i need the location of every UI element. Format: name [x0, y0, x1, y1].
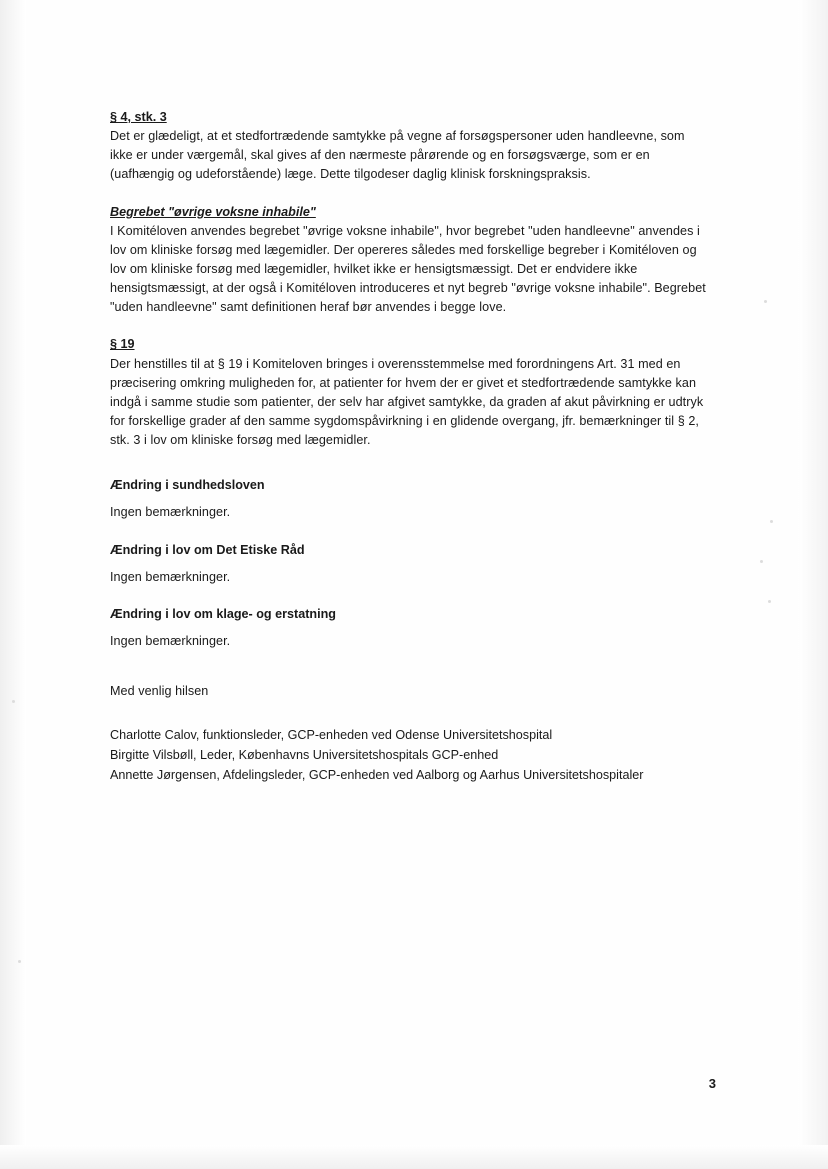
scan-speckle [768, 600, 771, 603]
section-aendring-klage-erstatning [110, 605, 710, 651]
signatory-list [110, 726, 710, 786]
closing-salutation: Med venlig hilsen [110, 684, 209, 699]
section-heading: Ændring i lov om klage- og erstatning [110, 606, 337, 621]
section-paragraph: Det er glædeligt, at et stedfortrædende samtykke på vegne af forsøgspersoner uden handleevne, som ikke er under værgemål, skal gives af den nærmeste pårørende og en forsøgsværge, som er en (uafhængig og udeforstående) læge. Dette tilgodeser daglig klinisk forskningspraksis. [110, 129, 685, 182]
scan-edge-bottom [0, 1145, 828, 1169]
section-heading: Ændring i lov om Det Etiske Råd [110, 542, 305, 557]
signatory-line: Birgitte Vilsbøll, Leder, Københavns Universitetshospitals GCP-enhed [110, 748, 499, 763]
scan-speckle [12, 700, 15, 703]
scan-speckle [764, 300, 767, 303]
section-paragraph: I Komitéloven anvendes begrebet "øvrige voksne inhabile", hvor begrebet "uden handleevne" anvendes i lov om kliniske forsøg med lægemidler. Der opereres således med forskellige begreber i Komitéloven og lov om kliniske forsøg med lægemidler, hvilket ikke er hensigtsmæssigt. Det er endvidere ikke hensigtsmæssigt, at der også i Komitéloven introduceres et nyt begreb "øvrige voksne inhabile". Begrebet "uden handleevne" samt definitionen heraf bør anvendes i begge love. [110, 223, 706, 315]
scan-speckle [770, 520, 773, 523]
scan-speckle [760, 560, 763, 563]
signatory-line: Charlotte Calov, funktionsleder, GCP-enheden ved Odense Universitetshospital [110, 728, 553, 743]
section-aendring-det-etiske-raad [110, 541, 710, 587]
section-heading: Ændring i sundhedsloven [110, 478, 265, 493]
scan-edge-right [798, 0, 828, 1169]
section-paragraph: Der henstilles til at § 19 i Komiteloven bringes i overensstemmelse med forordningens Art. 31 med en præcisering omkring muligheden for, at patienter for hvem der er givet et stedfortrædende samtykke kan indgå i samme studie som patienter, der selv har afgivet samtykke, da graden af akut påvirkning er udtryk for forskellige grader af den samme sygdomspåvirkning i en glidende overgang, jfr. bemærkninger til § 2, stk. 3 i lov om kliniske forsøg med lægemidler. [110, 356, 704, 448]
scan-edge-left [0, 0, 26, 1169]
section-heading: § 19 [110, 337, 135, 352]
section-paragraph: Ingen bemærkninger. [110, 505, 231, 520]
section-paragraph: Ingen bemærkninger. [110, 633, 231, 648]
section-paragraph: Ingen bemærkninger. [110, 569, 231, 584]
page-number: 3 [708, 1076, 716, 1091]
section-heading: § 4, stk. 3 [110, 110, 167, 124]
section-heading: Begrebet "øvrige voksne inhabile" [110, 204, 316, 219]
section-19 [110, 335, 710, 450]
signatory-line: Annette Jørgensen, Afdelingsleder, GCP-enheden ved Aalborg og Aarhus Universitetshospitaler [110, 768, 644, 783]
section-4-stk-3 [110, 108, 710, 185]
document-body [110, 108, 710, 786]
section-aendring-sundhedsloven [110, 476, 710, 522]
section-begrebet-ovrige-voksne-inhabile [110, 203, 710, 318]
scan-speckle [18, 960, 21, 963]
closing-salutation-block [110, 682, 710, 701]
